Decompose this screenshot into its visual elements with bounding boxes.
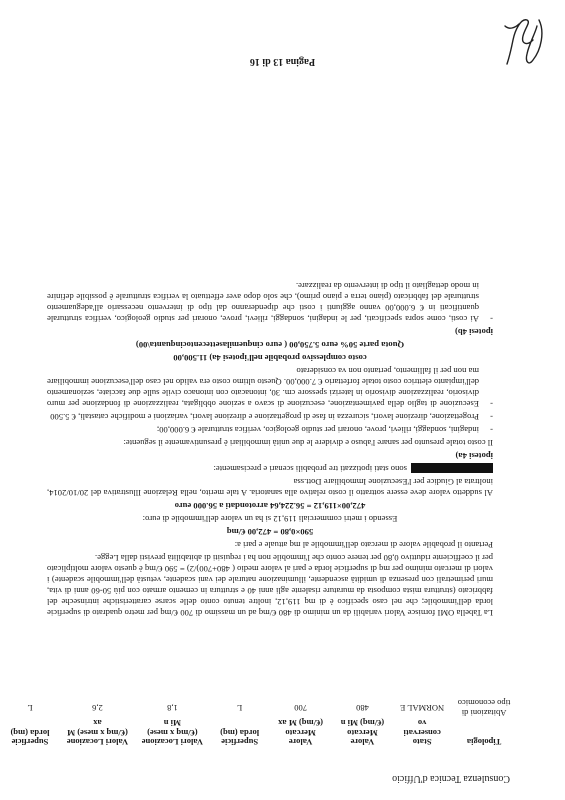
- cell-valore-min: 480: [356, 703, 369, 714]
- signature-image: [501, 14, 547, 70]
- cell-locazione-max: 2,6: [92, 703, 103, 714]
- cost-list: [47, 365, 493, 435]
- cell-valore-max: 700: [294, 703, 307, 714]
- list-item: - Esecuzione di taglio della pavimentazione, esecuzione di scavo a sezione obbligata, realizzazione di fondazione per muro divisorio, realizzazione divisorio in laterizi spessore cm. 30, intonacato con intonaco civile sulle due facciate, sezionamento dell'impianto elettrico costo totale forfettario € 7.000,00. Questo ultimo costo era valido nel caso dell'esecuzione immobiliare ma non per il fallimento, pertanto non va considerato: [47, 365, 493, 409]
- heading-ipotesi-4b: ipotesi 4b): [455, 326, 493, 337]
- body-text: [47, 278, 493, 618]
- cell-superficie-2: L: [27, 703, 33, 714]
- cell-superficie: L: [237, 703, 243, 714]
- cost-list-4b: [47, 280, 493, 324]
- cell-tipologia: Abitazioni di tipo economico: [457, 698, 511, 718]
- valori-table: [0, 696, 517, 746]
- col-valore-max: Valore Mercato (€/mq) M ax: [278, 718, 324, 747]
- col-locazione-min: Valori Locazione (€/mq x mese) Mi n: [141, 718, 204, 747]
- page-header: Consulenza Tecnica d'Ufficio: [392, 773, 510, 784]
- paragraph-costo-totale: Il costo totale presunto per sanare l'abuso e dividere le due unità immobiliari è presuntivamente il seguente:: [123, 437, 493, 448]
- col-tipologia: Tipologia: [466, 737, 502, 747]
- costo-complessivo: costo complessivo probabile nell'ipotesi 4a) 11.500,00: [173, 352, 367, 363]
- col-stato: Stato conservati vo: [403, 718, 441, 747]
- list-item: - Progettazione, direzione lavori, sicurezza in fase di progettazione e direzione lavori, variazioni e modifiche catastali, € 5.500: [47, 411, 493, 422]
- paragraph-scenari: [47, 463, 493, 474]
- col-superficie-2: Superficie lorda (mq): [10, 727, 50, 747]
- list-item: - Ai costi, come sopra specificati, per le indagini, sondaggi, rilievi, prove, onorari per studio geologico, verifica strutturale quantificati in € 6.000,00 vanno aggiunti i costi che dipenderanno dal tipo di intervento necessario all'adeguamento strutturale del fabbricato (piano terra e piano primo), che solo dopo aver effettuato la verifica strutturale è possibile definire in modo dettagliato il tipo di intervento da realizzare.: [47, 280, 493, 324]
- table-header-row: [0, 718, 517, 746]
- list-item: - indagini, sondaggi, rilievi, prove, onorari per studio geologico, verifica strutturale € 6.000,00;: [47, 424, 493, 435]
- page-number: Pagina 13 di 16: [249, 56, 316, 67]
- paragraph-sanatoria: Al suddetto valore deve essere sottratto il costo relativo alla sanatoria. A tale merito, nella Relazione Illustrativa del 20/10/2014, inoltrata al Giudice per l'Esecuzione Immobiliare Dott.ssa: [47, 477, 493, 498]
- quota-parte: Quota parte 50% euro 5.750,00 ( euro cinquemilasettecentocinquanta\00): [135, 339, 405, 350]
- scenari-text: sono stati ipotizzati tre probabili scenari e precisamente:: [213, 464, 407, 474]
- paragraph-omi: La Tabella OMI fornisce Valori variabili da un minimo di 480 €/mq ad un massimo di 700 €/mq per metro quadrato di superficie lorda dell'immobile; che nel caso specifico è di mq 119,12, inoltre tenuto conto delle scarse caratteristiche intrinseche del fabbricato (struttura mista composta da murature risalente agli anni 40 e struttura in cemento armato con più 50-60 anni di vita, muri perimetrali con presenza di umidità ascendente, illuminazione naturale dei vani scadente, vetustà dell'immobile scadente) i valori di mercato minimo per mq di superficie lorda e pari al valore medio ( 480+700)/2) = 590 €/mq è questo valore moltiplicato per il coefficiente riduttivo 0,80 per tenere conto che l'immobile non ha i requisiti di abitabilità previsti dalla Legge.: [47, 553, 493, 618]
- col-superficie: Superficie lorda (mq): [220, 727, 260, 747]
- heading-ipotesi-4a: ipotesi 4a): [455, 450, 493, 461]
- formula-valore-totale: 472,00×119,12 = 56.224,64 arrotondati a 56.000 euro: [174, 501, 366, 511]
- table-row: [0, 696, 517, 718]
- redaction-bar: [411, 463, 493, 473]
- col-valore-min: Valore Mercato (€/mq) Mi n: [340, 718, 385, 747]
- paragraph-metri-commerciali: Essendo i metri commerciali 119,12 si ha un valore dell'immobile di euro:: [142, 514, 398, 524]
- cell-locazione-min: 1,8: [167, 703, 178, 714]
- formula-valore-mq: 590×0,80 = 472,00 €/mq: [226, 527, 314, 537]
- col-locazione-max: Valori Locazione (€/mq x mese) M ax: [66, 718, 129, 747]
- paragraph-pertanto: Pertanto il probabile valore di mercato dell'immobile al mq attuale e pari a:: [234, 540, 493, 550]
- cell-stato: NORMAL E: [400, 703, 445, 714]
